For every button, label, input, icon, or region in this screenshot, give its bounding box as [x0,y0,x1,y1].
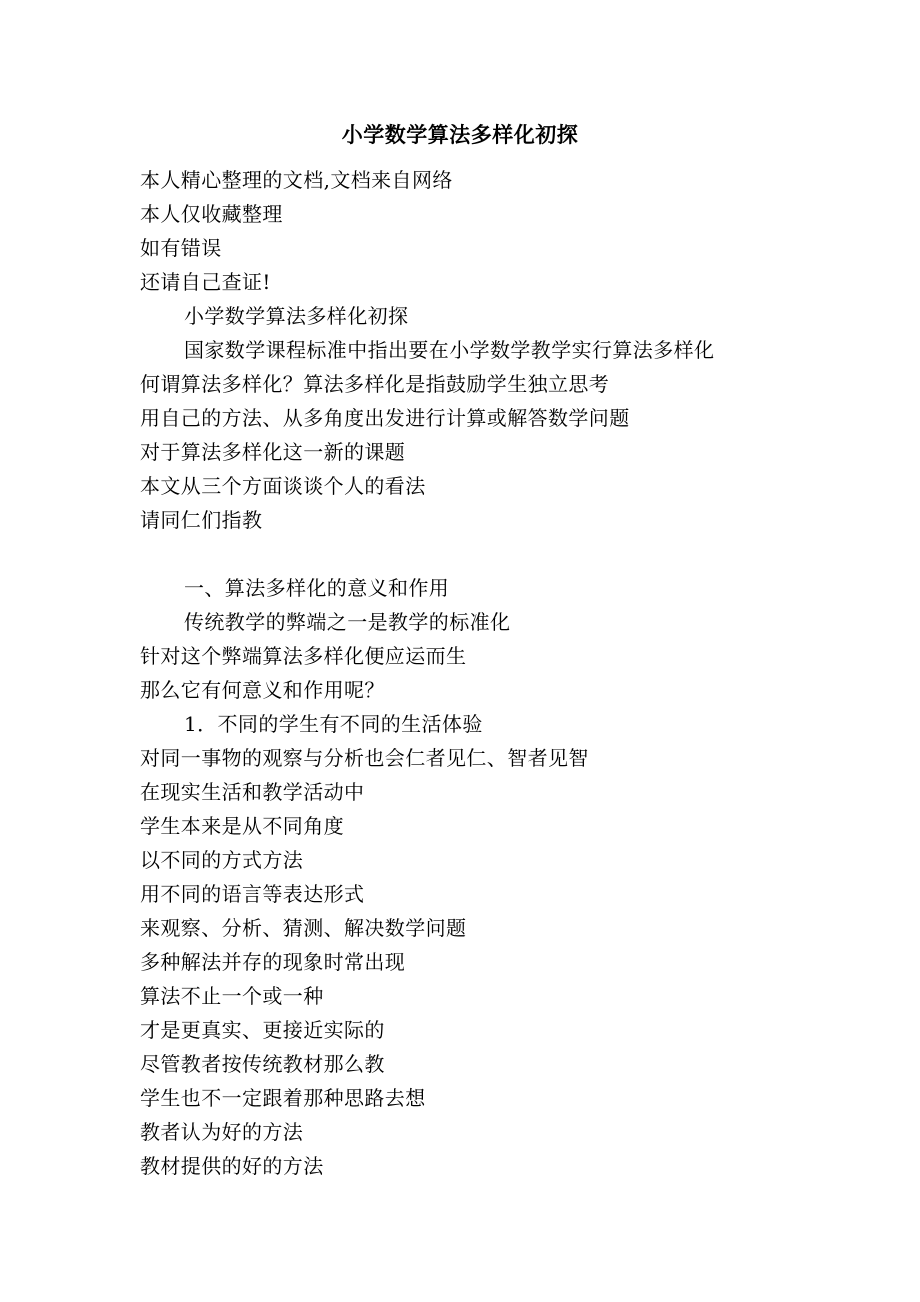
blank-line [140,537,860,571]
text-line: 算法不止一个或一种 [140,984,324,1008]
text-line: 本文从三个方面谈谈个人的看法 [140,474,426,498]
text-line: 尽管教者按传统教材那么教 [140,1052,385,1076]
text-line: 还请自己查证! [140,270,271,294]
text-line: 用不同的语言等表达形式 [140,882,365,906]
text-line: 何谓算法多样化？算法多样化是指鼓励学生独立思考 [140,372,610,396]
text-line: 教材提供的好的方法 [140,1154,324,1178]
text-line: 1．不同的学生有不同的生活体验 [184,712,483,736]
text-line: 才是更真实、更接近实际的 [140,1018,385,1042]
text-line: 一、算法多样化的意义和作用 [184,576,450,600]
text-line: 来观察、分析、猜测、解决数学问题 [140,916,467,940]
text-line: 在现实生活和教学活动中 [140,780,365,804]
text-line: 对于算法多样化这一新的课题 [140,440,406,464]
text-line: 以不同的方式方法 [140,848,304,872]
document-body [140,163,860,1183]
text-line: 多种解法并存的现象时常出现 [140,950,406,974]
text-line: 针对这个弊端算法多样化便应运而生 [140,644,467,668]
text-line: 学生也不一定跟着那种思路去想 [140,1086,426,1110]
text-line: 用自己的方法、从多角度出发进行计算或解答数学问题 [140,406,630,430]
text-line: 传统教学的弊端之一是教学的标准化 [184,610,511,634]
text-line: 请同仁们指教 [140,508,263,532]
text-line: 那么它有何意义和作用呢？ [140,678,385,702]
text-line: 本人精心整理的文档,文档来自网络 [140,168,453,192]
document-title: 小学数学算法多样化初探 [341,122,579,147]
text-line: 小学数学算法多样化初探 [184,304,409,328]
text-line: 教者认为好的方法 [140,1120,304,1144]
text-line: 学生本来是从不同角度 [140,814,344,838]
text-line: 对同一事物的观察与分析也会仁者见仁、智者见智 [140,746,589,770]
text-line: 国家数学课程标准中指出要在小学数学教学实行算法多样化 [184,338,715,362]
text-line: 如有错误 [140,236,222,260]
text-line: 本人仅收藏整理 [140,202,283,226]
